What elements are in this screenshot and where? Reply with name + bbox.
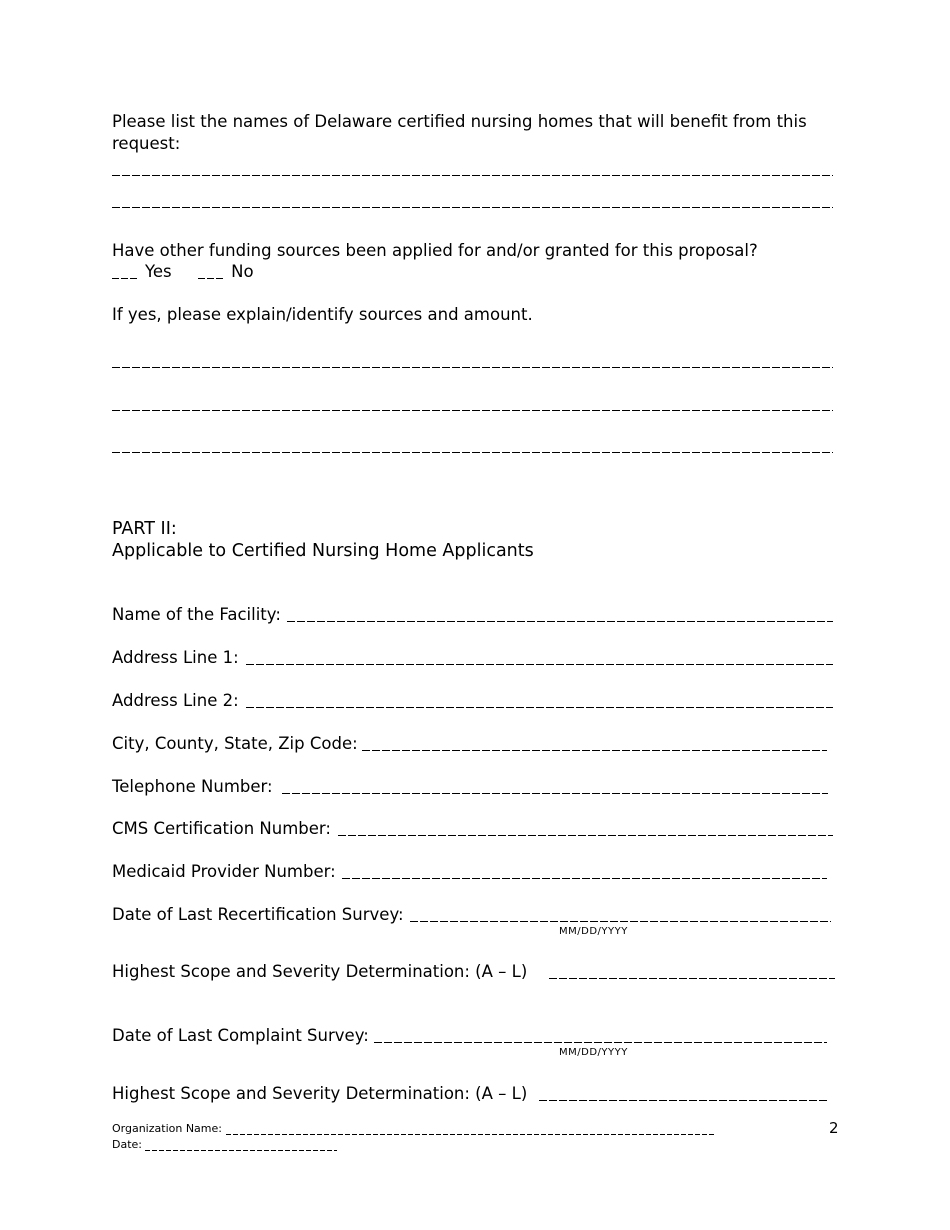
yes-blank[interactable]: [112, 278, 139, 279]
cms-field[interactable]: [338, 835, 833, 836]
part2-title: PART II:: [112, 519, 177, 539]
part2-subtitle: Applicable to Certified Nursing Home Applicants: [112, 541, 534, 561]
footer-date-field[interactable]: [145, 1150, 337, 1151]
complaint-date-hint: MM/DD/YYYY: [559, 1047, 628, 1058]
funding-explain-line-3[interactable]: [112, 452, 833, 453]
medicaid-label: Medicaid Provider Number:: [112, 862, 336, 881]
telephone-field[interactable]: [282, 793, 828, 794]
recert-date-hint: MM/DD/YYYY: [559, 926, 628, 937]
nursing-homes-question-line2: request:: [112, 134, 181, 153]
address1-field[interactable]: [246, 664, 833, 665]
telephone-label: Telephone Number:: [112, 777, 273, 796]
facility-name-field[interactable]: [287, 621, 833, 622]
recert-date-label: Date of Last Recertification Survey:: [112, 905, 404, 924]
scope1-field[interactable]: [549, 978, 835, 979]
nursing-homes-question-line1: Please list the names of Delaware certified nursing homes that will benefit from this: [112, 112, 807, 131]
footer-date-label: Date:: [112, 1138, 142, 1151]
nursing-homes-answer-line-2[interactable]: [112, 207, 833, 208]
nursing-homes-answer-line-1[interactable]: [112, 175, 833, 176]
address2-label: Address Line 2:: [112, 691, 239, 710]
funding-explain-prompt: If yes, please explain/identify sources and amount.: [112, 305, 533, 324]
yes-label: Yes: [145, 262, 172, 281]
page-number: 2: [829, 1119, 839, 1137]
city-field[interactable]: [362, 750, 827, 751]
medicaid-field[interactable]: [342, 878, 827, 879]
complaint-date-label: Date of Last Complaint Survey:: [112, 1026, 369, 1045]
funding-explain-line-2[interactable]: [112, 410, 833, 411]
complaint-date-field[interactable]: [374, 1042, 827, 1043]
funding-question: Have other funding sources been applied for and/or granted for this proposal?: [112, 241, 758, 260]
cms-label: CMS Certification Number:: [112, 819, 331, 838]
address1-label: Address Line 1:: [112, 648, 239, 667]
footer-org-field[interactable]: [226, 1134, 715, 1135]
no-blank[interactable]: [198, 278, 225, 279]
address2-field[interactable]: [246, 707, 833, 708]
funding-yes-no: [112, 261, 254, 283]
city-label: City, County, State, Zip Code:: [112, 734, 358, 753]
scope2-label: Highest Scope and Severity Determination: (A – L): [112, 1084, 528, 1103]
footer-org-label: Organization Name:: [112, 1122, 222, 1135]
recert-date-field[interactable]: [410, 921, 831, 922]
scope2-field[interactable]: [539, 1100, 827, 1101]
scope1-label: Highest Scope and Severity Determination: (A – L): [112, 962, 528, 981]
no-label: No: [231, 262, 254, 281]
facility-name-label: Name of the Facility:: [112, 605, 281, 624]
funding-explain-line-1[interactable]: [112, 367, 833, 368]
